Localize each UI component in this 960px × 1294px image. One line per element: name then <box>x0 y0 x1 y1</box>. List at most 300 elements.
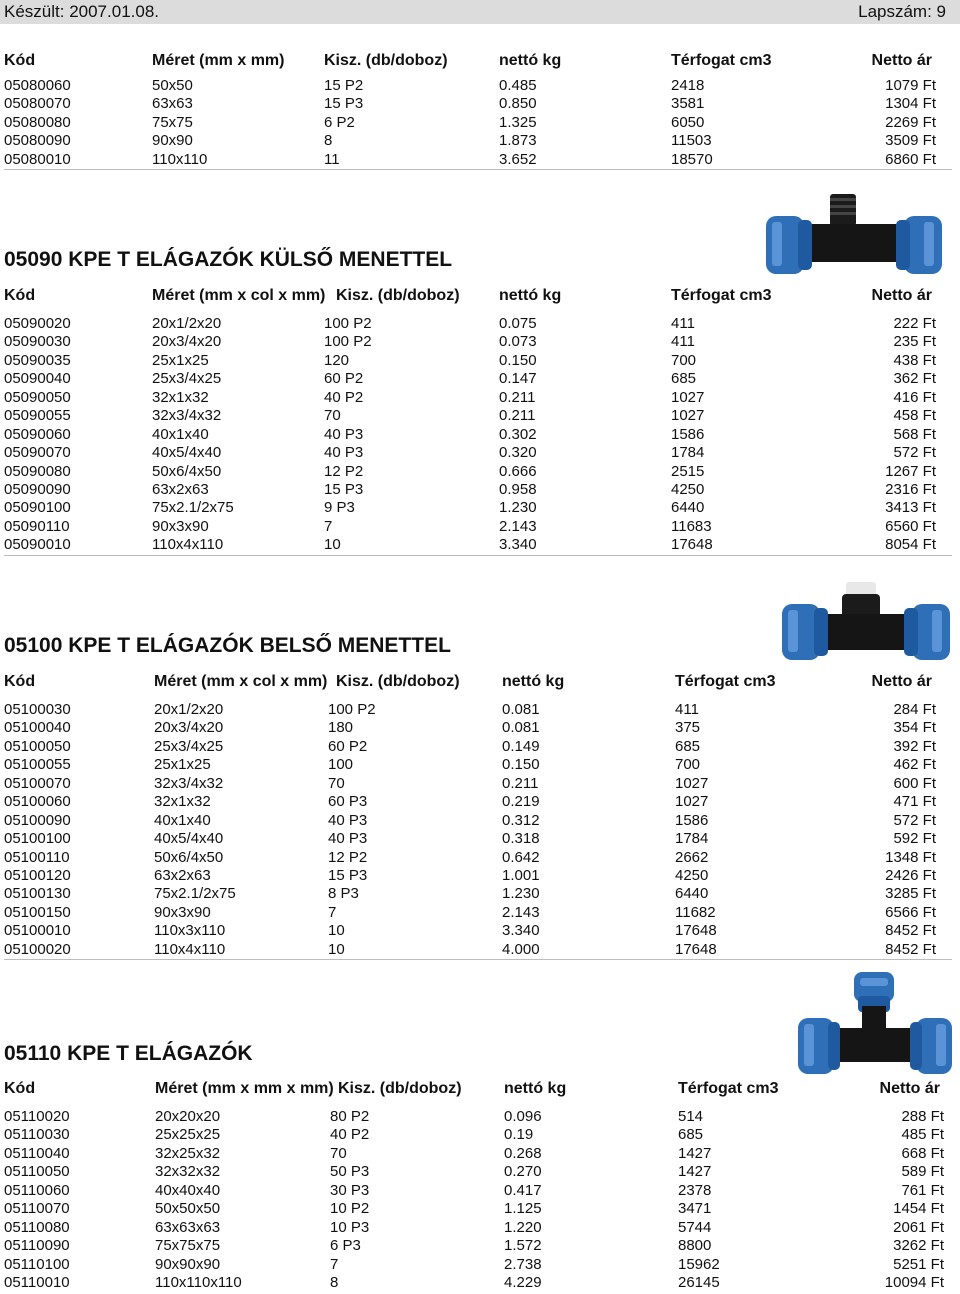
cell-weight: 2.738 <box>504 1255 542 1273</box>
cell-weight: 0.096 <box>504 1108 542 1125</box>
cell-size: 50x50 <box>152 77 193 94</box>
table-row <box>4 407 952 425</box>
cell-size: 25x1x25 <box>154 756 211 774</box>
cell-pack: 100 P2 <box>324 315 372 332</box>
cell-pack: 40 P2 <box>330 1126 370 1144</box>
cell-volume: 2662 <box>675 848 709 866</box>
cell-code: 05080090 <box>4 132 71 150</box>
cell-size: 25x1x25 <box>152 351 209 369</box>
table-row <box>4 1108 952 1126</box>
cell-volume: 6440 <box>675 885 709 903</box>
col-header: Netto ár <box>871 287 932 304</box>
cell-size: 40x1x40 <box>152 425 209 443</box>
table-header <box>4 287 952 307</box>
cell-weight: 0.075 <box>499 315 537 332</box>
cell-price: 572 Ft <box>893 444 936 462</box>
cell-code: 05090100 <box>4 499 71 517</box>
cell-size: 50x50x50 <box>155 1200 221 1218</box>
cell-price: 600 Ft <box>893 774 936 792</box>
cell-volume: 2418 <box>671 77 705 94</box>
cell-weight: 0.642 <box>502 848 540 866</box>
table-row <box>4 701 952 719</box>
cell-volume: 1027 <box>671 388 705 406</box>
cell-volume: 6050 <box>671 113 705 131</box>
cell-price: 458 Ft <box>893 407 936 425</box>
cell-pack: 10 P2 <box>330 1200 370 1218</box>
table-row <box>4 132 952 150</box>
cell-pack: 10 <box>328 922 345 940</box>
table-row <box>4 315 952 333</box>
col-header: Térfogat cm3 <box>671 287 772 304</box>
cell-size: 25x25x25 <box>155 1126 221 1144</box>
cell-price: 6566 Ft <box>885 903 936 921</box>
table-row <box>4 114 952 132</box>
cell-weight: 2.143 <box>502 903 540 921</box>
cell-size: 20x20x20 <box>155 1108 221 1125</box>
cell-size: 20x1/2x20 <box>154 701 224 718</box>
cell-volume: 514 <box>678 1108 704 1125</box>
cell-pack: 6 P3 <box>330 1237 361 1255</box>
cell-price: 1348 Ft <box>885 848 936 866</box>
table-row <box>4 885 952 903</box>
cell-volume: 685 <box>671 370 697 388</box>
cell-price: 284 Ft <box>893 701 936 718</box>
cell-volume: 17648 <box>675 940 717 958</box>
table-row <box>4 352 952 370</box>
tee-internal-thread-image <box>780 580 952 664</box>
cell-weight: 0.270 <box>504 1163 542 1181</box>
cell-price: 589 Ft <box>901 1163 944 1181</box>
col-header: Kisz. (db/doboz) <box>324 52 448 69</box>
cell-size: 32x3/4x32 <box>154 774 224 792</box>
cell-size: 32x3/4x32 <box>152 407 222 425</box>
cell-price: 2316 Ft <box>885 480 936 498</box>
cell-volume: 1784 <box>675 830 709 848</box>
cell-pack: 40 P3 <box>324 444 364 462</box>
table-row <box>4 830 952 848</box>
cell-code: 05100100 <box>4 830 71 848</box>
cell-pack: 12 P2 <box>328 848 368 866</box>
table-row <box>4 370 952 388</box>
cell-volume: 411 <box>671 315 695 332</box>
cell-code: 05080010 <box>4 150 71 168</box>
cell-price: 1079 Ft <box>885 77 936 94</box>
col-header: Netto ár <box>871 52 932 69</box>
cell-size: 75x75x75 <box>155 1237 221 1255</box>
col-header: Térfogat cm3 <box>671 52 772 69</box>
cell-code: 05110050 <box>4 1163 70 1181</box>
table-row <box>4 481 952 499</box>
cell-pack: 8 P3 <box>328 885 359 903</box>
cell-code: 05110020 <box>4 1108 70 1125</box>
col-header: Kisz. (db/doboz) <box>338 1080 462 1097</box>
table-row <box>4 867 952 885</box>
cell-weight: 4.229 <box>504 1273 542 1291</box>
cell-volume: 8800 <box>678 1237 712 1255</box>
cell-price: 5251 Ft <box>893 1255 944 1273</box>
cell-weight: 0.150 <box>499 351 537 369</box>
cell-volume: 1586 <box>671 425 705 443</box>
cell-weight: 0.485 <box>499 77 537 94</box>
cell-weight: 0.417 <box>504 1181 542 1199</box>
cell-volume: 700 <box>671 351 697 369</box>
table-row <box>4 499 952 517</box>
cell-pack: 8 <box>330 1273 339 1291</box>
col-header: Kisz. (db/doboz) <box>336 673 460 690</box>
cell-volume: 18570 <box>671 150 713 168</box>
cell-weight: 0.147 <box>499 370 537 388</box>
cell-pack: 120 <box>324 351 350 369</box>
page-header <box>0 0 960 24</box>
cell-weight: 0.081 <box>502 719 540 737</box>
cell-price: 10094 Ft <box>884 1273 944 1291</box>
cell-code: 05100120 <box>4 866 71 884</box>
cell-pack: 100 <box>328 756 354 774</box>
table-body <box>4 315 952 556</box>
cell-code: 05110010 <box>4 1273 70 1291</box>
cell-weight: 0.211 <box>502 774 539 792</box>
cell-pack: 40 P3 <box>328 830 368 848</box>
cell-pack: 100 P2 <box>324 333 372 351</box>
cell-code: 05100040 <box>4 719 71 737</box>
cell-volume: 2378 <box>678 1181 712 1199</box>
cell-pack: 8 <box>324 132 333 150</box>
cell-code: 05110030 <box>4 1126 70 1144</box>
table-body <box>4 77 952 170</box>
cell-code: 05100130 <box>4 885 71 903</box>
cell-price: 8452 Ft <box>885 940 936 958</box>
cell-pack: 7 <box>328 903 337 921</box>
cell-volume: 411 <box>671 333 695 351</box>
section-05110 <box>4 1080 952 1292</box>
col-header: Méret (mm x col x mm) <box>152 287 326 304</box>
table-row <box>4 333 952 351</box>
cell-volume: 15962 <box>678 1255 720 1273</box>
cell-code: 05110090 <box>4 1237 70 1255</box>
cell-pack: 6 P2 <box>324 113 355 131</box>
cell-size: 75x2.1/2x75 <box>154 885 236 903</box>
cell-size: 63x63x63 <box>155 1218 221 1236</box>
cell-code: 05100110 <box>4 848 70 866</box>
table-row <box>4 77 952 95</box>
table-row <box>4 812 952 830</box>
cell-size: 32x1x32 <box>152 388 209 406</box>
cell-pack: 15 P3 <box>328 866 368 884</box>
cell-price: 2426 Ft <box>885 866 936 884</box>
cell-volume: 17648 <box>671 536 713 554</box>
cell-pack: 80 P2 <box>330 1108 370 1125</box>
cell-size: 40x1x40 <box>154 811 211 829</box>
table-row <box>4 719 952 737</box>
cell-code: 05090030 <box>4 333 71 351</box>
cell-code: 05090080 <box>4 462 71 480</box>
cell-size: 40x5/4x40 <box>154 830 224 848</box>
cell-volume: 17648 <box>675 922 717 940</box>
cell-size: 40x5/4x40 <box>152 444 222 462</box>
cell-code: 05110060 <box>4 1181 70 1199</box>
cell-size: 32x32x32 <box>155 1163 221 1181</box>
table-row <box>4 904 952 922</box>
table-row <box>4 536 952 554</box>
cell-volume: 6440 <box>671 499 705 517</box>
cell-pack: 60 P2 <box>324 370 364 388</box>
cell-weight: 1.220 <box>504 1218 542 1236</box>
cell-price: 6860 Ft <box>885 150 936 168</box>
cell-weight: 0.073 <box>499 333 537 351</box>
cell-volume: 1027 <box>675 793 709 811</box>
cell-pack: 9 P3 <box>324 499 355 517</box>
cell-volume: 1427 <box>678 1144 712 1162</box>
cell-volume: 1586 <box>675 811 709 829</box>
cell-volume: 11683 <box>671 517 712 535</box>
cell-weight: 2.143 <box>499 517 537 535</box>
cell-code: 05090070 <box>4 444 71 462</box>
cell-pack: 30 P3 <box>330 1181 370 1199</box>
section-title: 05110 KPE T ELÁGAZÓK <box>4 1042 253 1065</box>
table-row <box>4 1237 952 1255</box>
cell-pack: 7 <box>324 517 333 535</box>
col-header: Térfogat cm3 <box>675 673 776 690</box>
cell-code: 05110040 <box>4 1144 70 1162</box>
cell-size: 110x4x110 <box>154 940 226 958</box>
cell-size: 32x25x32 <box>155 1144 221 1162</box>
table-row <box>4 95 952 113</box>
cell-price: 438 Ft <box>893 351 936 369</box>
col-header: Kód <box>4 52 36 69</box>
cell-size: 75x75 <box>152 113 193 131</box>
cell-price: 8054 Ft <box>885 536 936 554</box>
cell-volume: 2515 <box>671 462 705 480</box>
cell-code: 05100020 <box>4 940 71 958</box>
cell-volume: 4250 <box>675 866 709 884</box>
cell-size: 90x90x90 <box>155 1255 221 1273</box>
cell-volume: 1427 <box>678 1163 712 1181</box>
cell-pack: 15 P3 <box>324 480 364 498</box>
cell-weight: 1.230 <box>502 885 540 903</box>
cell-price: 3509 Ft <box>885 132 936 150</box>
col-header: Méret (mm x mm x mm) <box>155 1080 334 1097</box>
cell-code: 05090060 <box>4 425 71 443</box>
cell-pack: 50 P3 <box>330 1163 370 1181</box>
cell-weight: 1.873 <box>499 132 537 150</box>
section-05080 <box>4 52 952 170</box>
cell-weight: 0.268 <box>504 1144 542 1162</box>
cell-pack: 10 P3 <box>330 1218 370 1236</box>
cell-volume: 1784 <box>671 444 705 462</box>
table-row <box>4 518 952 536</box>
table-row <box>4 756 952 774</box>
table-row <box>4 151 952 169</box>
cell-weight: 0.149 <box>502 737 540 755</box>
cell-weight: 0.850 <box>499 95 537 113</box>
cell-code: 05090050 <box>4 388 71 406</box>
table-row <box>4 775 952 793</box>
cell-code: 05100010 <box>4 922 71 940</box>
cell-weight: 0.302 <box>499 425 537 443</box>
cell-size: 50x6/4x50 <box>152 462 222 480</box>
cell-volume: 1027 <box>671 407 705 425</box>
cell-code: 05080060 <box>4 77 71 94</box>
section-05090 <box>4 287 952 556</box>
section-05100 <box>4 673 952 960</box>
cell-weight: 0.320 <box>499 444 537 462</box>
cell-code: 05100050 <box>4 737 71 755</box>
cell-price: 568 Ft <box>893 425 936 443</box>
cell-code: 05090110 <box>4 517 70 535</box>
cell-size: 32x1x32 <box>154 793 211 811</box>
cell-weight: 0.318 <box>502 830 540 848</box>
table-row <box>4 463 952 481</box>
cell-pack: 60 P2 <box>328 737 368 755</box>
cell-pack: 12 P2 <box>324 462 364 480</box>
cell-pack: 70 <box>330 1144 347 1162</box>
cell-price: 3413 Ft <box>885 499 936 517</box>
cell-pack: 40 P3 <box>324 425 364 443</box>
col-header: Méret (mm x col x mm) <box>154 673 328 690</box>
cell-volume: 1027 <box>675 774 709 792</box>
col-header: Kisz. (db/doboz) <box>336 287 460 304</box>
cell-volume: 26145 <box>678 1273 720 1291</box>
cell-weight: 1.125 <box>504 1200 542 1218</box>
table-row <box>4 1145 952 1163</box>
cell-size: 63x63 <box>152 95 193 113</box>
cell-code: 05100150 <box>4 903 71 921</box>
cell-size: 110x3x110 <box>154 922 226 940</box>
cell-volume: 375 <box>675 719 701 737</box>
cell-weight: 0.150 <box>502 756 540 774</box>
cell-price: 392 Ft <box>893 737 936 755</box>
cell-size: 20x1/2x20 <box>152 315 222 332</box>
cell-size: 90x3x90 <box>152 517 209 535</box>
cell-volume: 685 <box>678 1126 704 1144</box>
table-row <box>4 1126 952 1144</box>
cell-size: 110x110 <box>152 150 208 168</box>
table-row <box>4 426 952 444</box>
table-body <box>4 1108 952 1292</box>
table-row <box>4 389 952 407</box>
cell-size: 40x40x40 <box>155 1181 221 1199</box>
cell-price: 2269 Ft <box>885 113 936 131</box>
col-header: Kód <box>4 673 36 690</box>
cell-pack: 60 P3 <box>328 793 368 811</box>
cell-code: 05080080 <box>4 113 71 131</box>
table-row <box>4 922 952 940</box>
col-header: nettó kg <box>502 673 565 690</box>
cell-pack: 11 <box>324 150 340 168</box>
cell-code: 05090090 <box>4 480 71 498</box>
cell-price: 761 Ft <box>901 1181 944 1199</box>
cell-pack: 40 P2 <box>324 388 364 406</box>
cell-volume: 3581 <box>671 95 705 113</box>
cell-size: 25x3/4x25 <box>152 370 222 388</box>
cell-pack: 70 <box>328 774 345 792</box>
cell-size: 25x3/4x25 <box>154 737 224 755</box>
cell-price: 416 Ft <box>893 388 936 406</box>
col-header: nettó kg <box>504 1080 567 1097</box>
table-body <box>4 701 952 960</box>
cell-code: 05090035 <box>4 351 71 369</box>
cell-pack: 7 <box>330 1255 339 1273</box>
cell-weight: 0.666 <box>499 462 537 480</box>
cell-price: 471 Ft <box>893 793 936 811</box>
cell-weight: 4.000 <box>502 940 540 958</box>
page-number: Lapszám: 9 <box>858 2 946 21</box>
table-row <box>4 444 952 462</box>
cell-code: 05110080 <box>4 1218 70 1236</box>
cell-price: 362 Ft <box>893 370 936 388</box>
col-header: nettó kg <box>499 287 562 304</box>
cell-price: 485 Ft <box>901 1126 944 1144</box>
table-row <box>4 1219 952 1237</box>
cell-pack: 70 <box>324 407 341 425</box>
table-row <box>4 1274 952 1292</box>
tee-external-thread-image <box>764 192 944 280</box>
section-title: 05090 KPE T ELÁGAZÓK KÜLSŐ MENETTEL <box>4 248 453 271</box>
cell-weight: 0.19 <box>504 1126 534 1144</box>
cell-size: 90x90 <box>152 132 193 150</box>
cell-code: 05100030 <box>4 701 71 718</box>
col-header: Kód <box>4 1080 36 1097</box>
cell-price: 572 Ft <box>893 811 936 829</box>
table-header <box>4 673 952 693</box>
cell-price: 222 Ft <box>893 315 936 332</box>
table-header <box>4 52 952 72</box>
cell-weight: 0.312 <box>502 811 540 829</box>
cell-pack: 100 P2 <box>328 701 376 718</box>
cell-price: 2061 Ft <box>893 1218 944 1236</box>
cell-price: 668 Ft <box>901 1144 944 1162</box>
cell-price: 3262 Ft <box>893 1237 944 1255</box>
cell-code: 05100060 <box>4 793 71 811</box>
table-row <box>4 1182 952 1200</box>
cell-price: 6560 Ft <box>885 517 936 535</box>
cell-size: 110x110x110 <box>155 1273 242 1291</box>
cell-size: 20x3/4x20 <box>154 719 224 737</box>
cell-price: 235 Ft <box>893 333 936 351</box>
cell-code: 05100070 <box>4 774 71 792</box>
table-row <box>4 941 952 959</box>
cell-size: 90x3x90 <box>154 903 211 921</box>
cell-weight: 0.211 <box>499 388 536 406</box>
col-header: Netto ár <box>879 1080 940 1097</box>
cell-size: 110x4x110 <box>152 536 224 554</box>
cell-pack: 10 <box>324 536 341 554</box>
table-row <box>4 1200 952 1218</box>
cell-code: 05090020 <box>4 315 71 332</box>
cell-code: 05090040 <box>4 370 71 388</box>
cell-volume: 700 <box>675 756 701 774</box>
cell-price: 592 Ft <box>893 830 936 848</box>
cell-price: 1454 Ft <box>893 1200 944 1218</box>
cell-price: 3285 Ft <box>885 885 936 903</box>
cell-volume: 11682 <box>675 903 716 921</box>
cell-price: 8452 Ft <box>885 922 936 940</box>
cell-volume: 685 <box>675 737 701 755</box>
table-row <box>4 849 952 867</box>
cell-code: 05100090 <box>4 811 71 829</box>
table-row <box>4 738 952 756</box>
cell-weight: 1.001 <box>502 866 540 884</box>
cell-size: 75x2.1/2x75 <box>152 499 234 517</box>
cell-weight: 1.230 <box>499 499 537 517</box>
cell-size: 63x2x63 <box>152 480 209 498</box>
cell-weight: 1.572 <box>504 1237 542 1255</box>
col-header: Netto ár <box>871 673 932 690</box>
cell-weight: 1.325 <box>499 113 537 131</box>
tee-image <box>796 970 954 1080</box>
cell-pack: 15 P3 <box>324 95 364 113</box>
col-header: nettó kg <box>499 52 562 69</box>
